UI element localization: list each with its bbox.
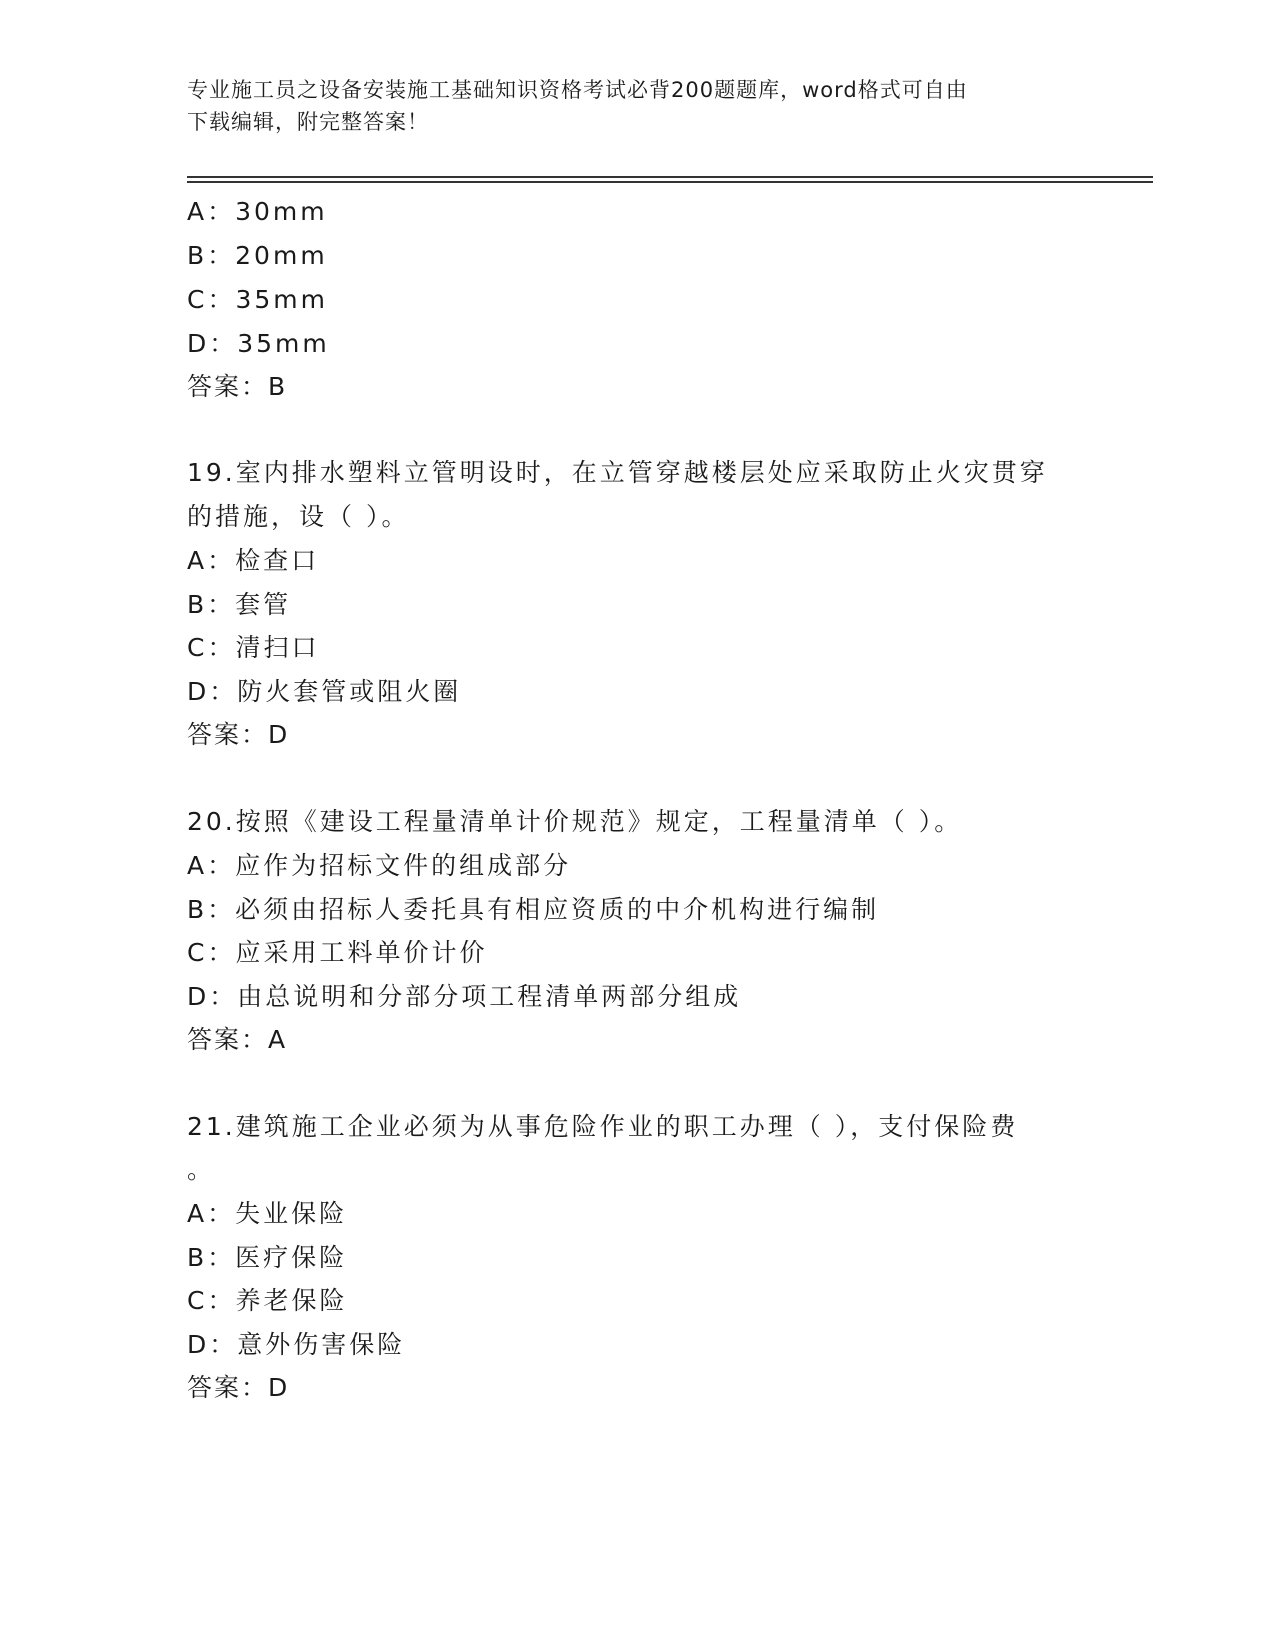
option-b: B：医疗保险 — [187, 1243, 348, 1272]
question-stem-line-2: 的措施，设（ ）。 — [187, 502, 410, 531]
option-d: D：防火套管或阻火圈 — [187, 677, 462, 706]
answer-line: 答案：D — [187, 1373, 290, 1402]
option-d: D：由总说明和分部分项工程清单两部分组成 — [187, 982, 742, 1011]
option-c: C：35mm — [187, 285, 328, 314]
document-header — [187, 74, 1067, 138]
header-line-1: 专业施工员之设备安装施工基础知识资格考试必背200题题库，word格式可自由 — [187, 78, 968, 102]
option-b: B：20mm — [187, 241, 328, 270]
option-a: A：检查口 — [187, 546, 320, 575]
question-stem-line-2: 。 — [187, 1155, 216, 1184]
header-divider-bottom — [187, 181, 1153, 183]
option-d: D：35mm — [187, 329, 330, 358]
answer-line: 答案：B — [187, 372, 288, 401]
header-divider-top — [187, 176, 1153, 178]
option-a: A：30mm — [187, 197, 328, 226]
option-c: C：应采用工料单价计价 — [187, 938, 488, 967]
answer-line: 答案：A — [187, 1025, 288, 1054]
option-b: B：套管 — [187, 590, 292, 619]
option-d: D：意外伤害保险 — [187, 1330, 406, 1359]
option-a: A：失业保险 — [187, 1199, 348, 1228]
question-stem-line-1: 19.室内排水塑料立管明设时，在立管穿越楼层处应采取防止火灾贯穿 — [187, 458, 1048, 487]
header-line-2: 下载编辑，附完整答案！ — [187, 110, 429, 134]
option-b: B：必须由招标人委托具有相应资质的中介机构进行编制 — [187, 895, 880, 924]
option-c: C：清扫口 — [187, 633, 320, 662]
option-c: C：养老保险 — [187, 1286, 348, 1315]
question-stem-line-1: 20.按照《建设工程量清单计价规范》规定，工程量清单（ ）。 — [187, 807, 963, 836]
answer-line: 答案：D — [187, 720, 290, 749]
option-a: A：应作为招标文件的组成部分 — [187, 851, 572, 880]
question-stem-line-1: 21.建筑施工企业必须为从事危险作业的职工办理（ ），支付保险费 — [187, 1112, 1019, 1141]
